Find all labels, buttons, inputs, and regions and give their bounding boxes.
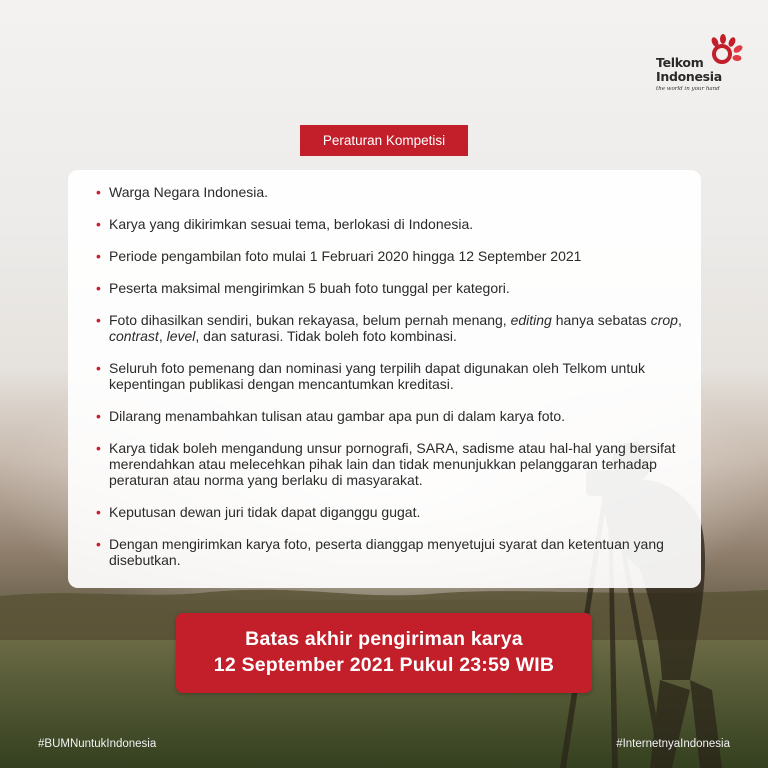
deadline-datetime: 12 September 2021 Pukul 23:59 WIB bbox=[213, 654, 555, 676]
rule-text-part: Warga Negara Indonesia. bbox=[109, 184, 269, 200]
rule-item bbox=[96, 280, 686, 296]
bullet-icon: • bbox=[96, 248, 101, 264]
rule-text-part: , bbox=[677, 312, 682, 328]
rule-item bbox=[96, 408, 686, 424]
rule-text bbox=[109, 536, 664, 568]
bullet-icon: • bbox=[96, 280, 101, 296]
hashtag-right: #InternetnyaIndonesia bbox=[616, 738, 730, 750]
rule-text-part: Peserta maksimal mengirimkan 5 buah foto tunggal per kategori. bbox=[109, 280, 510, 296]
deadline-banner bbox=[176, 613, 592, 693]
brand-name-line2: Indonesia bbox=[656, 69, 722, 84]
rule-text bbox=[109, 440, 676, 488]
rule-text bbox=[109, 312, 682, 344]
rule-text-part: Periode pengambilan foto mulai 1 Februari 2020 hingga 12 September 2021 bbox=[109, 248, 582, 264]
page-title: Peraturan Kompetisi bbox=[300, 125, 468, 156]
rule-text bbox=[109, 248, 581, 264]
rule-text-part: Karya yang dikirimkan sesuai tema, berlokasi di Indonesia. bbox=[109, 216, 474, 232]
brand-name-line1: Telkom bbox=[656, 55, 704, 70]
rule-item bbox=[96, 312, 686, 344]
rule-term: contrast bbox=[109, 328, 159, 344]
rule-item bbox=[96, 360, 686, 392]
bullet-icon: • bbox=[96, 184, 101, 200]
rules-panel bbox=[68, 170, 701, 588]
rule-text-part: , bbox=[158, 328, 167, 344]
bullet-icon: • bbox=[96, 312, 101, 328]
bullet-icon: • bbox=[96, 440, 101, 456]
telkom-logo bbox=[650, 34, 750, 96]
rule-item bbox=[96, 440, 686, 488]
rule-text bbox=[109, 280, 510, 296]
rule-term: crop bbox=[650, 312, 678, 328]
rule-text-part: Dengan mengirimkan karya foto, peserta dianggap menyetujui syarat dan ketentuan yang disebutkan. bbox=[109, 536, 664, 568]
rule-item bbox=[96, 504, 686, 520]
rule-item bbox=[96, 216, 686, 232]
rules-list bbox=[96, 184, 686, 584]
rule-text-part: Dilarang menambahkan tulisan atau gambar apa pun di dalam karya foto. bbox=[109, 408, 566, 424]
rule-text-part: Foto dihasilkan sendiri, bukan rekayasa, belum pernah menang, bbox=[109, 312, 511, 328]
rule-item bbox=[96, 248, 686, 264]
rule-text-part: Karya tidak boleh mengandung unsur pornografi, SARA, sadisme atau hal-hal yang bersifat merendahkan atau melecehkan pihak lain dan tidak menunjukkan pelanggaran terhadap peraturan atau norma yang berlaku di masyarakat. bbox=[109, 440, 676, 488]
bullet-icon: • bbox=[96, 504, 101, 520]
rule-text bbox=[109, 184, 268, 200]
deadline-label: Batas akhir pengiriman karya bbox=[245, 628, 523, 650]
rule-text bbox=[109, 504, 420, 520]
rule-item bbox=[96, 184, 686, 200]
rule-text-part: Keputusan dewan juri tidak dapat diganggu gugat. bbox=[109, 504, 421, 520]
bullet-icon: • bbox=[96, 360, 101, 376]
rule-text-part: hanya sebatas bbox=[551, 312, 651, 328]
rule-term: level bbox=[166, 328, 196, 344]
rule-text bbox=[109, 360, 645, 392]
brand-tagline: the world in your hand bbox=[656, 86, 720, 92]
bullet-icon: • bbox=[96, 536, 101, 552]
rule-text bbox=[109, 216, 473, 232]
bullet-icon: • bbox=[96, 408, 101, 424]
hashtag-left: #BUMNuntukIndonesia bbox=[38, 738, 157, 750]
rule-text-part: , dan saturasi. Tidak boleh foto kombinasi. bbox=[195, 328, 457, 344]
bullet-icon: • bbox=[96, 216, 101, 232]
rule-text-part: Seluruh foto pemenang dan nominasi yang terpilih dapat digunakan oleh Telkom untuk kepentingan publikasi dengan mencantumkan kreditasi. bbox=[109, 360, 645, 392]
rule-item bbox=[96, 536, 686, 568]
rule-text bbox=[109, 408, 565, 424]
brand-name bbox=[656, 56, 722, 84]
rule-term: editing bbox=[510, 312, 552, 328]
